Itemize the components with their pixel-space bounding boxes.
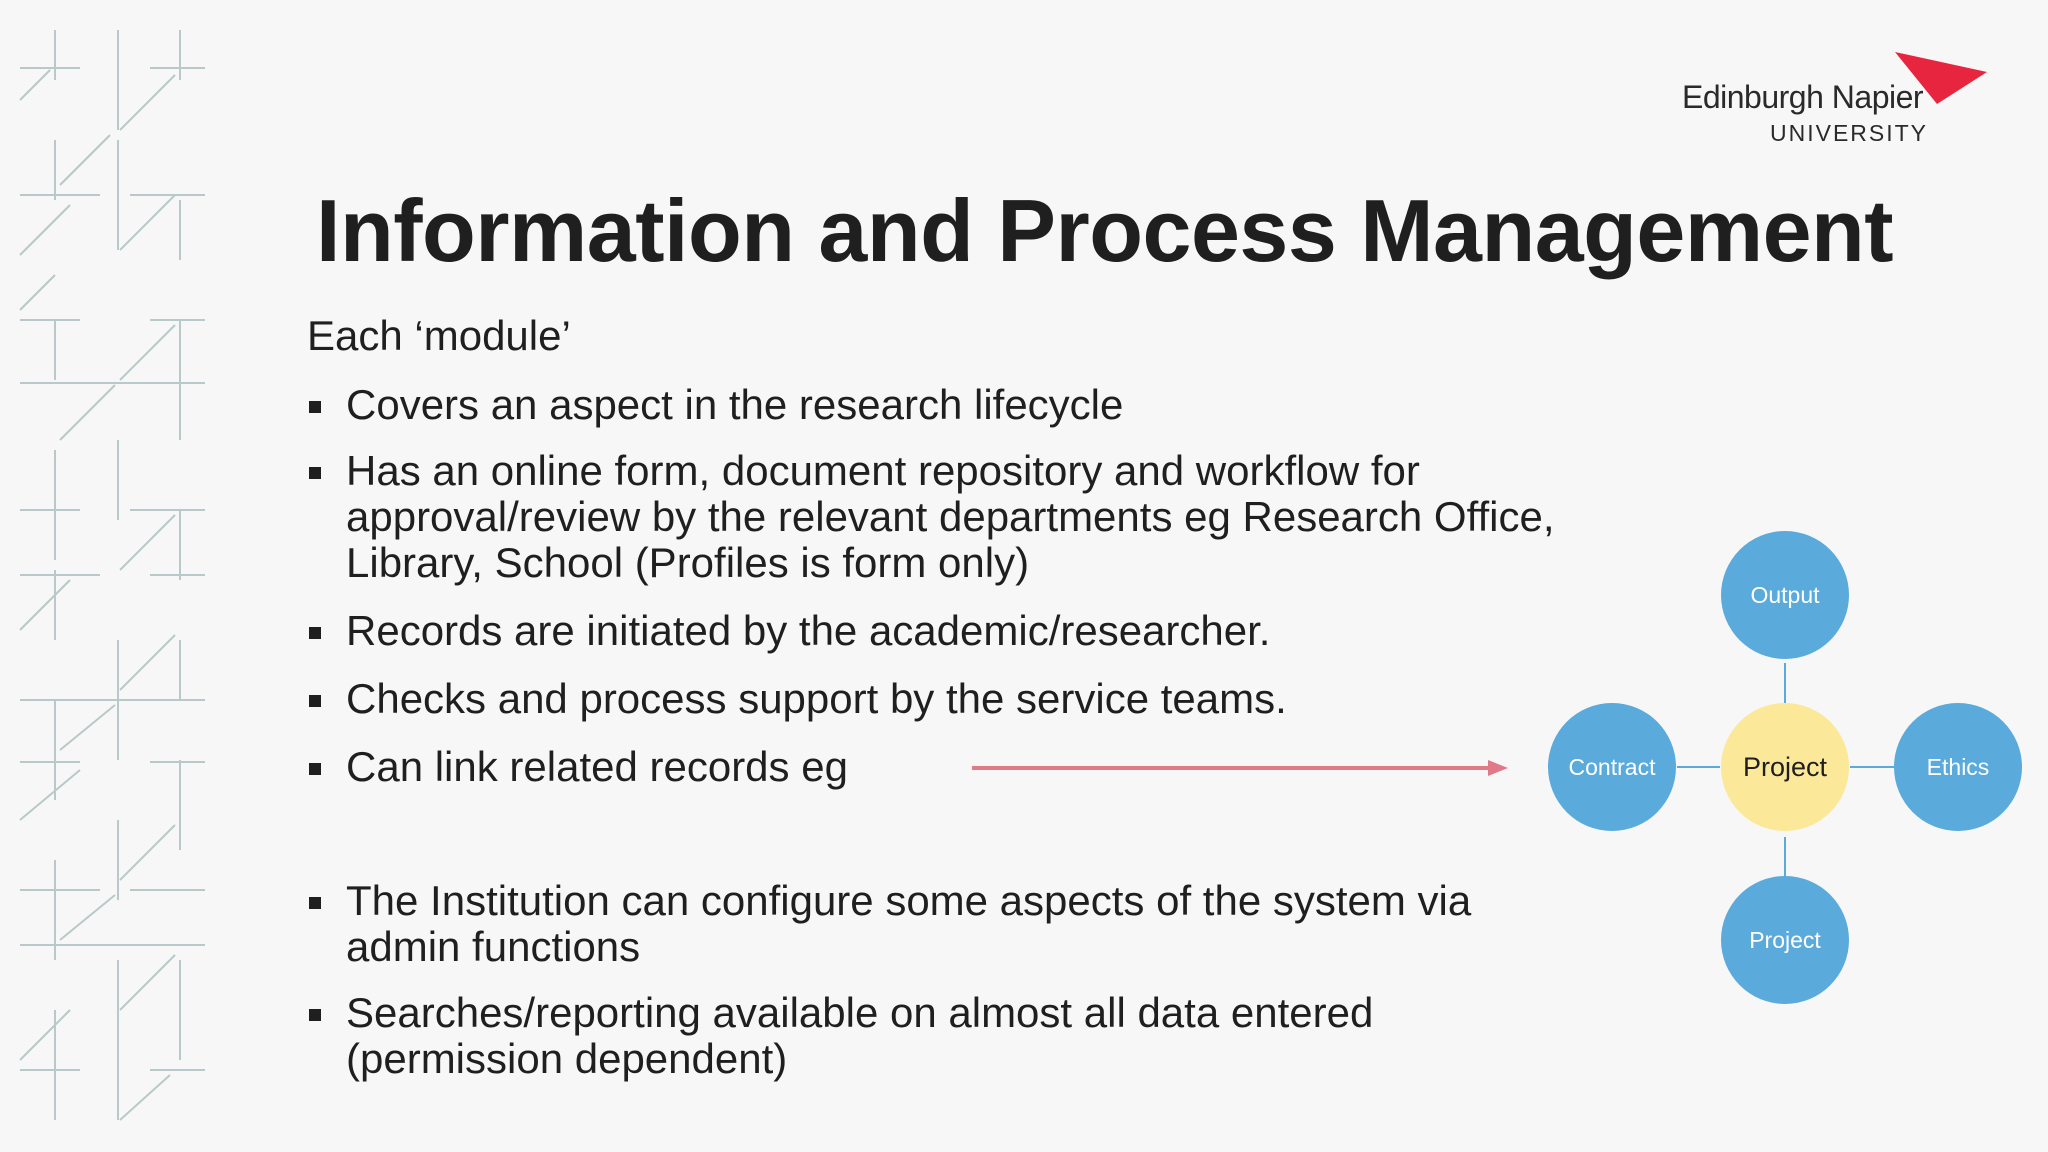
bullet-text: The Institution can configure some aspects of the system via admin functions [346, 877, 1472, 970]
bullet-marker [309, 1009, 321, 1021]
bullet-text: Covers an aspect in the research lifecycle [346, 381, 1124, 428]
bullet-text: Can link related records eg [346, 743, 848, 790]
bullet-marker [309, 467, 321, 479]
bullet-item [307, 382, 1607, 428]
linked-records-diagram [1540, 520, 2030, 1020]
node-label-ethics: Ethics [1926, 754, 1990, 780]
intro-text: Each ‘module’ [307, 312, 571, 359]
node-label-project-center: Project [1742, 752, 1828, 782]
bullet-marker [309, 763, 321, 775]
bullet-item [307, 608, 1607, 654]
bullet-item [307, 676, 1607, 722]
slide-title: Information and Process Management [316, 181, 1894, 280]
bullet-item [307, 878, 1507, 970]
link-arrow [970, 756, 1510, 780]
logo-name: Edinburgh Napier [1682, 79, 1924, 115]
node-label-contract: Contract [1568, 754, 1656, 780]
bullet-item [307, 448, 1597, 586]
decorative-line-pattern [0, 0, 230, 1152]
logo-subtitle: UNIVERSITY [1770, 120, 1929, 146]
bullet-item [307, 744, 1007, 790]
bullet-marker [309, 897, 321, 909]
bullet-text: Checks and process support by the service teams. [346, 675, 1287, 722]
logo-flag-icon [1895, 52, 1990, 112]
bullet-marker [309, 401, 321, 413]
bullet-item [307, 990, 1507, 1082]
bullet-text: Searches/reporting available on almost all data entered (permission dependent) [346, 989, 1374, 1082]
bullet-marker [309, 695, 321, 707]
bullet-text: Records are initiated by the academic/researcher. [346, 607, 1271, 654]
university-logo [1670, 52, 1990, 162]
node-label-project-bottom: Project [1749, 927, 1821, 953]
node-label-output: Output [1750, 582, 1820, 608]
bullet-marker [309, 627, 321, 639]
bullet-text: Has an online form, document repository and workflow for approval/review by the relevant departments eg Research Office, Library, School (Profiles is form only) [346, 447, 1555, 586]
